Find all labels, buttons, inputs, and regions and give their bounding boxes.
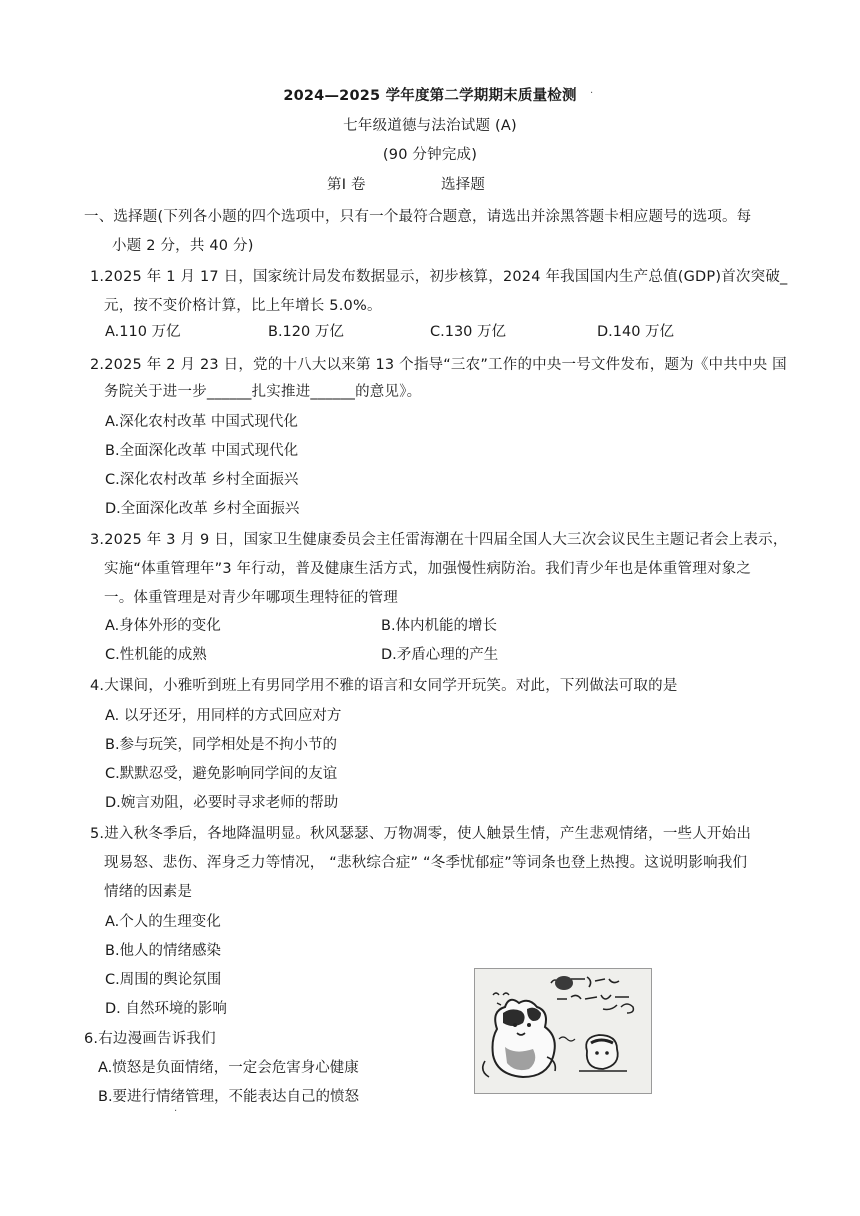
question-3-option-b[interactable]: B.体内机能的增长 <box>381 618 498 634</box>
question-6-option-b[interactable]: B.要进行情绪管理，不能表达自己的愤怒 <box>98 1089 360 1105</box>
question-5-option-d[interactable]: D. 自然环境的影响 <box>105 1001 227 1017</box>
question-6-stem-line1: 6.右边漫画告诉我们 <box>84 1031 216 1047</box>
question-1-option-d[interactable]: D.140 万亿 <box>597 324 675 340</box>
question-5-option-b[interactable]: B.他人的情绪感染 <box>105 943 222 959</box>
question-6-option-a[interactable]: A.愤怒是负面情绪，一定会危害身心健康 <box>98 1060 359 1076</box>
question-3-option-a[interactable]: A.身体外形的变化 <box>105 618 221 634</box>
question-5-stem-line2: 现易怒、悲伤、浑身乏力等情况， “悲秋综合症” “冬季忧郁症”等词条也登上热搜。这说明影响我们 <box>104 855 748 871</box>
section-instruction-line1: 一、选择题(下列各小题的四个选项中，只有一个最符合题意，请选出并涂黑答题卡相应题号的选项。每 <box>84 209 752 225</box>
question-5-stem-line3: 情绪的因素是 <box>104 884 193 900</box>
question-3-option-c[interactable]: C.性机能的成熟 <box>105 647 207 663</box>
question-3-option-d[interactable]: D.矛盾心理的产生 <box>381 647 499 663</box>
cartoon-drawing <box>475 969 651 1093</box>
question-4-stem-line1: 4.大课间，小雅听到班上有男同学用不雅的语言和女同学开玩笑。对此，下列做法可取的是 <box>90 678 678 694</box>
exam-time: (90 分钟完成) <box>382 147 478 163</box>
question-5-option-c[interactable]: C.周围的舆论氛围 <box>105 972 222 988</box>
question-1-option-b[interactable]: B.120 万亿 <box>268 324 344 340</box>
question-3-stem-line1: 3.2025 年 3 月 9 日，国家卫生健康委员会主任雷海潮在十四届全国人大三次会议民生主题记者会上表示， <box>90 532 788 548</box>
cartoon-image <box>474 968 652 1094</box>
question-2-option-a[interactable]: A.深化农村改革 中国式现代化 <box>105 414 298 430</box>
question-1-option-a[interactable]: A.110 万亿 <box>105 324 181 340</box>
question-2-option-d[interactable]: D.全面深化改革 乡村全面振兴 <box>105 501 300 517</box>
question-4-option-c[interactable]: C.默默忍受，避免影响同学间的友谊 <box>105 766 338 782</box>
question-1-option-c[interactable]: C.130 万亿 <box>430 324 507 340</box>
section-instruction-line2: 小题 2 分，共 40 分) <box>112 238 254 254</box>
question-5-option-a[interactable]: A.个人的生理变化 <box>105 914 221 930</box>
volume-type: 选择题 <box>441 177 486 193</box>
question-4-option-b[interactable]: B.参与玩笑，同学相处是不拘小节的 <box>105 737 338 753</box>
question-1-stem-line1: 1.2025 年 1 月 17 日，国家统计局发布数据显示，初步核算，2024 年我国国内生产总值(GDP)首次突破_ <box>90 269 788 285</box>
exam-subtitle: 七年级道德与法治试题 (A) <box>343 118 517 134</box>
volume-label: 第Ⅰ 卷 <box>327 177 366 193</box>
question-4-option-d[interactable]: D.婉言劝阻，必要时寻求老师的帮助 <box>105 795 339 811</box>
question-2-stem-line1: 2.2025 年 2 月 23 日，党的十八大以来第 13 个指导“三农”工作的中央一号文件发布，题为《中共中央 国 <box>90 357 787 373</box>
question-2-stem-line2: 务院关于进一步______扎实推进______的意见》。 <box>104 384 422 400</box>
question-5-stem-line1: 5.进入秋冬季后，各地降温明显。秋风瑟瑟、万物凋零，使人触景生情，产生悲观情绪，一些人开始出 <box>90 826 752 842</box>
question-1-stem-line2: 元，按不变价格计算，比上年增长 5.0%。 <box>104 298 382 314</box>
question-3-stem-line3: 一。体重管理是对青少年哪项生理特征的管理 <box>104 590 398 606</box>
exam-title: 2024—2025 学年度第二学期期末质量检测 <box>283 88 577 104</box>
question-2-option-c[interactable]: C.深化农村改革 乡村全面振兴 <box>105 472 299 488</box>
question-2-option-b[interactable]: B.全面深化改革 中国式现代化 <box>105 443 299 459</box>
question-4-option-a[interactable]: A. 以牙还牙，用同样的方式回应对方 <box>105 708 342 724</box>
page-mark: · <box>174 1106 178 1117</box>
question-3-stem-line2: 实施“体重管理年”3 年行动，普及健康生活方式，加强慢性病防治。我们青少年也是体重管理对象之 <box>104 561 752 577</box>
page-mark: · <box>590 88 594 99</box>
